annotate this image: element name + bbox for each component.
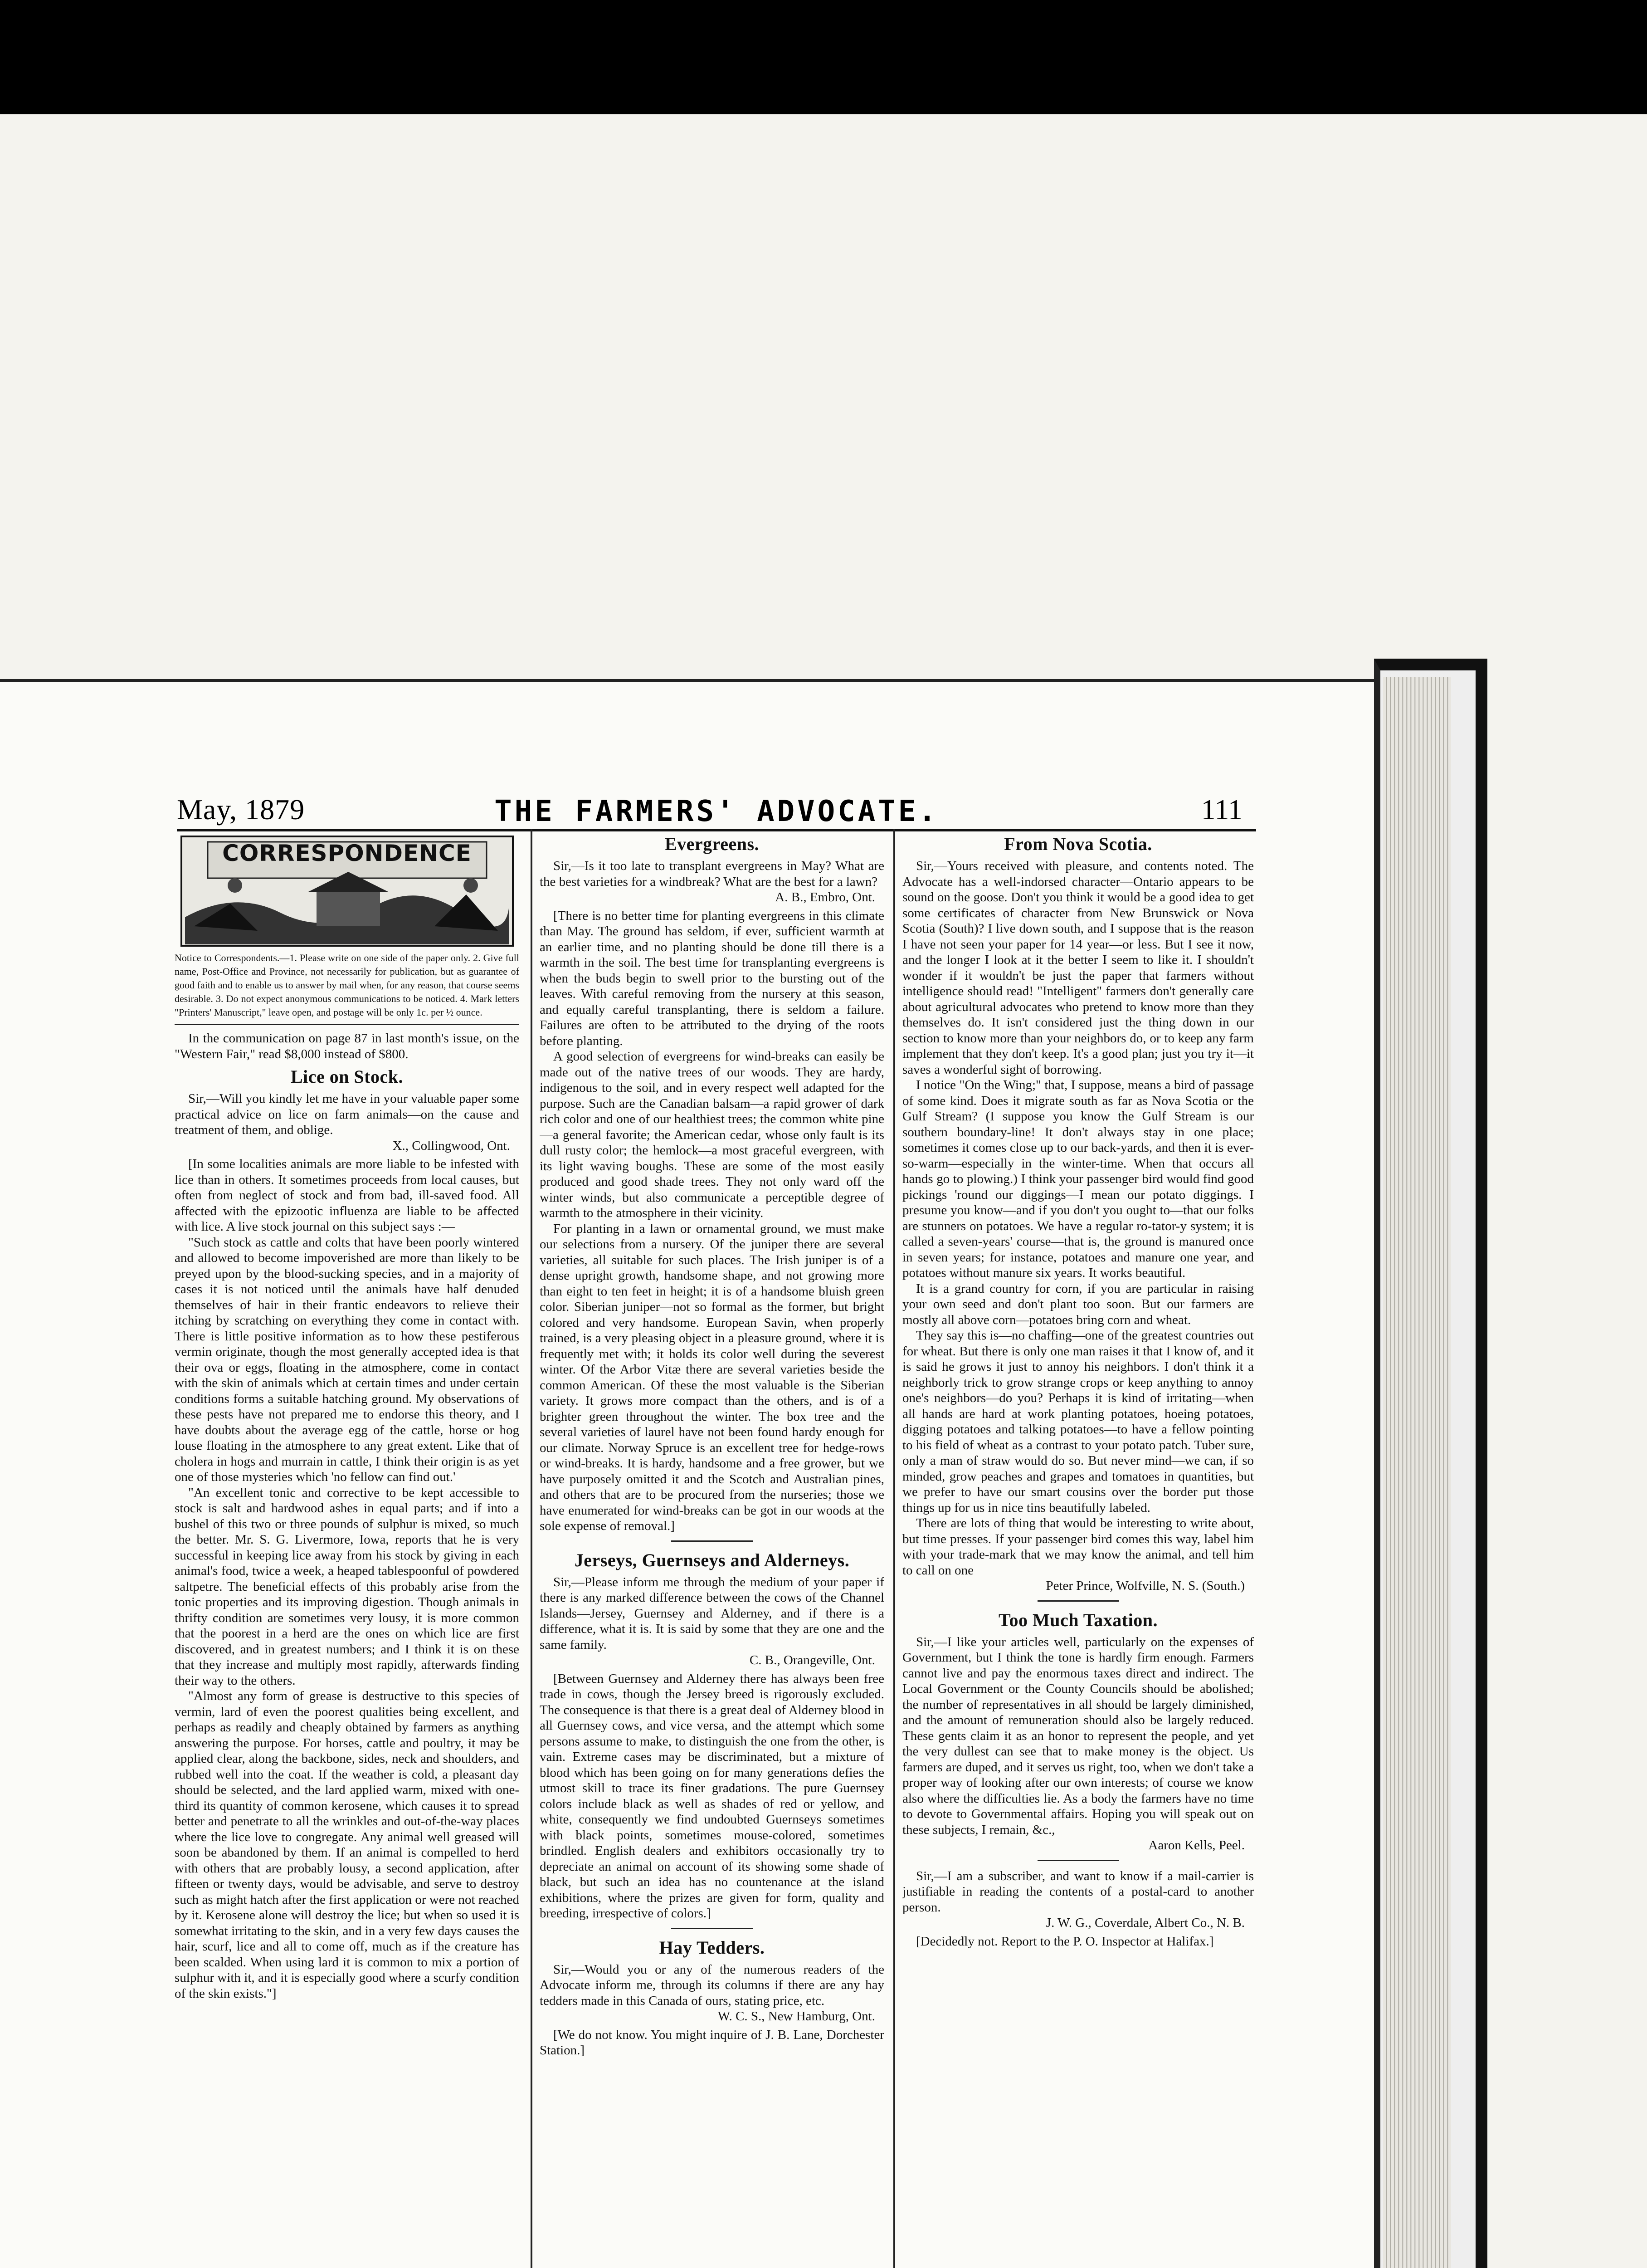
newspaper-page [0,679,1378,2268]
issue-date: May, 1879 [177,793,305,826]
quoted-paragraph: "An excellent tonic and corrective to be kept accessible to stock is salt and hardwood ashes in equal parts; and if into a bushel of this two or three pounds of sulphur is mixed, so much the better. Mr. S. G. Livermore, Iowa, reports that he is very successful in keeping lice away from his stock by giving in each animal's food, twice a week, a heaped tablespoonful of powdered saltpetre. The beneficial effects of this probably arise from the tonic properties and its improving digestion. Though animals in thrifty condition are sometimes very lousy, it is more common that the poorest in a herd are the ones on which lice are first discovered, and in greatest numbers; and I think it is on these that they increase and multiply most rapidly, afterwards finding their way to the others. [175,1485,519,1688]
letter-signature: Aaron Kells, Peel. [1148,1838,1245,1853]
editor-reply: [In some localities animals are more liable to be infested with lice than in others. It sometimes proceeds from local causes, but often from neglect of stock and from bad, ill-saved food. All affected with the epizootic influenza are liable to be affected with lice. A live stock journal on this subject says :— [175,1157,519,1234]
editor-reply: [Decidedly not. Report to the P. O. Inspector at Halifax.] [916,1934,1214,1949]
column-3 [902,829,1254,2268]
paper-sheet [0,114,1647,2268]
masthead-title: THE FARMERS' ADVOCATE. [494,795,939,828]
letter-paragraph: Sir,—Yours received with pleasure, and contents noted. The Advocate has a well-indorsed character—Ontario appears to be sound on the goose. Don't you think it would be a good idea to get some certificates of character from New Brunswick or Nova Scotia (South)? I live down south, and I suppose that is the reason I have not seen your paper for 14 year—or less. But I see it now, and the longer I look at it the better I seem to like it. I shouldn't wonder if it wouldn't be just the paper that farmers without intelligence should read! "Intelligent" farmers don't generally care about agricultural advocates who pretend to know more than they themselves do. It isn't considered just the thing down in our section to know more than your neighbors do, or to keep any farm implement that they don't keep. It's a good plan; just you try it—it saves a wonderful sight of borrowing. [902,859,1254,1077]
letter-signature: W. C. S., New Hamburg, Ont. [717,2009,875,2024]
letter-text: Sir,—Would you or any of the numerous readers of the Advocate inform me, through its columns if there are any hay tedders made in this Canada of ours, stating price, etc. [540,1962,884,2008]
page-number: 111 [1201,793,1243,826]
notice-to-correspondents: Notice to Correspondents.—1. Please write on one side of the paper only. 2. Give full name, Post-Office and Province, not necessarily for publication, but as guarantee of good faith and to enable us to answer by mail when, for any reason, that course seems desirable. 3. Do not expect anonymous communications to be noticed. 4. Mark letters "Printers' Manuscript," leave open, and postage will be only 1c. per ½ ounce. [175,951,519,1025]
column-rule [531,829,532,2268]
letter-text: Sir,—Is it too late to transplant evergreens in May? What are the best varieties for a windbreak? What are the best for a lawn? [540,859,884,889]
correspondence-banner-title: CORRESPONDENCE [222,840,472,866]
letter-paragraph: It is a grand country for corn, if you are particular in raising your own seed and don't plant too soon. But our farmers are mostly all above corn—potatoes bring corn and wheat. [902,1281,1254,1327]
section-divider [1038,1860,1119,1861]
letter-signature: Peter Prince, Wolfville, N. S. (South.) [1046,1579,1245,1593]
editor-reply: [There is no better time for planting evergreens in this climate than May. The ground has seldom, if ever, sufficient warmth at an earlier time, and no planting should be done till there is a warmth in the soil. The best time for transplanting evergreens is when the buds begin to swell prior to the bursting out of the leaves. With careful removing from the nursery at this season, and equally careful transplanting, there is seldom a failure. Failures are often to be attributed to the drying of the roots before planting. [540,908,884,1048]
article-heading-jerseys: Jerseys, Guernseys and Alderneys. [574,1549,850,1570]
editor-reply: [Between Guernsey and Alderney there has always been free trade in cows, though the Jersey breed is rigorously excluded. The consequence is that there is a great deal of Alderney blood in all Guernsey cows, and vice versa, and the attempt which some persons assume to make, to distinguish the one from the other, is vain. Extreme cases may be discriminated, but a mixture of blood which has been going on for many generations defies the utmost skill to trace its finer gradations. The pure Guernsey colors include black as well as shades of red or yellow, and white, consequently we find undoubted Guernseys sometimes with black points, sometimes mouse-colored, sometimes brindled. English dealers and exhibitors occasionally try to depreciate an animal on account of its showing some shade of black, but such an idea has no countenance at the island exhibitions, where the prizes are given for form, quality and breeding, irrespective of colors.] [540,1671,884,1921]
letter-paragraph: They say this is—no chaffing—one of the greatest countries out for wheat. But there is only one man raises it that I know of, and it is said he grows it just to annoy his neighbors. I don't think it a neighborly trick to grow strange crops or keep anything to annoy one's neighbors—do you? Perhaps it is kind of irritating—when all hands are hard at work planting potatoes, hoeing potatoes, digging potatoes and talking potatoes—to have a fellow pointing to his field of wheat as a contrast to your potato patch. Tuber sure, only a man of straw would do so. But never mind—we can, if so minded, grow peaches and grapes and tomatoes in quantities, but we prefer to have our smart cousins over the border put those things up for us in nice tins beautifully labeled. [902,1328,1254,1515]
page-header [177,793,1256,831]
quoted-paragraph: "Almost any form of grease is destructive to this species of vermin, lard of even the poorest qualities being excellent, and perhaps as readily and cheaply obtained by farmers as anything answering the purpose. For horses, cattle and poultry, it may be applied clear, along the backbone, sides, neck and shoulders, and rubbed well into the coat. If the weather is cold, a pleasant day should be selected, and the lard applied warm, mixed with one-third its quantity of common kerosene, which causes it to spread better and penetrate to all the wrinkles and out-of-the-way places where the lice love to congregate. Any animal well greased will soon be abandoned by them. If an animal is compelled to herd with others that are probably lousy, a second application, after fifteen or twenty days, would be advisable, and serve to destroy such as might hatch after the first application or were not reached by it. Kerosene alone will destroy the lice; but when so used it is somewhat irritating to the skin, and in a very few days causes the hair, scurf, lice and all to come off, much as if the creature has been scalded. When using lard it is common to mix a portion of sulphur with it, and it is especially good where a scurfy condition of the skin exists."] [175,1689,519,2001]
column-rule [893,829,895,2268]
letter-signature: J. W. G., Coverdale, Albert Co., N. B. [1046,1916,1245,1930]
article-heading-too-much-taxation: Too Much Taxation. [999,1609,1158,1630]
section-divider [671,1540,753,1542]
editor-reply: A good selection of evergreens for wind-breaks can easily be made out of the native trees of our woods. They are hardy, indigenous to the soil, and in every respect well adapted for the purpose. Such are the Canadian balsam—a rapid grower of dark rich color and one of our healthiest trees; the common white pine—a general favorite; the American cedar, whose only fault is its dull rusty color; the hemlock—a most graceful evergreen, with its light waving boughs. These are some of the most easily produced and good shade trees. They not only ward off the winter winds, but also communicate a perceptible degree of warmth to the atmosphere in their vicinity. [540,1049,884,1220]
section-divider [1038,1600,1119,1602]
article-heading-nova-scotia: From Nova Scotia. [1004,834,1152,854]
article-heading-lice-on-stock: Lice on Stock. [290,1066,404,1087]
letter-signature: X., Collingwood, Ont. [392,1138,510,1153]
article-heading-hay-tedders: Hay Tedders. [659,1937,765,1958]
section-divider [671,1928,753,1929]
editor-reply: For planting in a lawn or ornamental ground, we must make our selections from a nursery. Of the juniper there are several varieties, all suitable for such places. The Irish juniper is of a dense upright growth, handsome shape, and not growing more than eight to ten feet in height; it is of a handsome bluish green color. Siberian juniper—not so formal as the former, but bright colored and very handsome. European Savin, when properly trained, is a very pleasing object in a pleasure ground, where it is frequently met with; it holds its color well during the severest winter. Of the Arbor Vitæ there are several varieties beside the common American. Of these the most valuable is the Siberian variety. It grows more compact than the others, and is of a brighter green throughout the winter. The box tree and the several varieties of laurel have not been found hardy enough for our climate. Norway Spruce is an excellent tree for hedge-rows or wind-breaks. It is hardy, handsome and a free grower, but we have purposely omitted it and the Scotch and Australian pines, and others that are to be procured from the nurseries; those we have enumerated for wind-breaks can be got in our woods at the sole expense of removal.] [540,1221,884,1533]
letter-text: Sir,—I am a subscriber, and want to know if a mail-carrier is justifiable in reading the contents of a postal-card to another person. [902,1868,1254,1915]
correction-note: In the communication on page 87 in last month's issue, on the "Western Fair," read $8,000 instead of $800. [175,1031,519,1061]
quoted-paragraph: "Such stock as cattle and colts that have been poorly wintered and allowed to become impoverished are more than likely to be preyed upon by the blood-sucking species, and in a majority of cases it is not noticed until the animals have half denuded themselves of hair in their frantic endeavors to relieve their itching by scratching on everything they come in contact with. There is little positive information as to how these pestiferous vermin originate, though the most generally accepted idea is that their ova or eggs, floating in the atmosphere, come in contact with the skin of animals which at certain times and under certain conditions forms a suitable hatching ground. My observations of these pests have not prepared me to endorse this theory, and I have doubts about the average egg of the cattle, horse or hog louse floating in the atmosphere to any great extent. Like that of cholera in hogs and murrain in cattle, I think their origin is as yet one of those mysteries which 'no fellow can find out.' [175,1235,519,1484]
column-2 [540,829,884,2268]
column-1 [175,829,519,2268]
page-edges [1383,677,1451,2268]
article-heading-evergreens: Evergreens. [664,834,760,854]
letter-paragraph: Sir,—I like your articles well, particularly on the expenses of Government, but I think the tone is hardly firm enough. Farmers cannot live and pay the enormous taxes direct and indirect. The Local Government or the County Councils should be abolished; the number of representatives in all should be largely diminished, and the amount of remuneration should also be largely reduced. These gents claim it as an honor to represent the people, and yet the very dullest can see that to make money is the object. Us farmers are duped, and it serves us right, too, when we don't take a proper way of looking after our own interests; of course we know also where the difficulties lie. As a body the farmers have no time to devote to Governmental affairs. Hoping you will speak out on these subjects, I remain, &c., [902,1634,1254,1837]
letter-paragraph: There are lots of thing that would be interesting to write about, but time presses. If your passenger bird comes this way, label him with your trade-mark that we may know the animal, and tell him to call on one [902,1516,1254,1578]
letter-paragraph: I notice "On the Wing;" that, I suppose, means a bird of passage of some kind. Does it migrate south as far as Nova Scotia or the Gulf Stream? (I suppose you know the Gulf Stream is our southern boundary-line! It don't always stay in one place; sometimes it comes close up to our back-yards, and then it is ever-so-warm—especially in the winter-time. When that occurs all hands go to plowing.) I think your passenger bird would find good pickings 'round our diggings—I mean our potato diggings. I presume you know—and if you don't you ought to—that our folks are stunners on potatoes. We have a regular ro-tator-y system; it is called a seven-years' course—that is, the ground is manured once in seven years; for instance, potatoes and manure one year, and potatoes without manure six years. It works beautiful. [902,1078,1254,1280]
letter-text: Sir,—Will you kindly let me have in your valuable paper some practical advice on lice on farm animals—on the cause and treatment of them, and oblige. [175,1091,519,1137]
letter-text: Sir,—Please inform me through the medium of your paper if there is any marked difference between the cows of the Channel Islands—Jersey, Guernsey and Alderney, and if there is a difference, what it is. It is said by some that they are one and the same family. [540,1574,884,1652]
correspondence-banner [180,836,514,947]
letter-signature: A. B., Embro, Ont. [775,890,875,904]
letter-signature: C. B., Orangeville, Ont. [749,1653,875,1667]
editor-reply: [We do not know. You might inquire of J. B. Lane, Dorchester Station.] [540,2027,884,2058]
